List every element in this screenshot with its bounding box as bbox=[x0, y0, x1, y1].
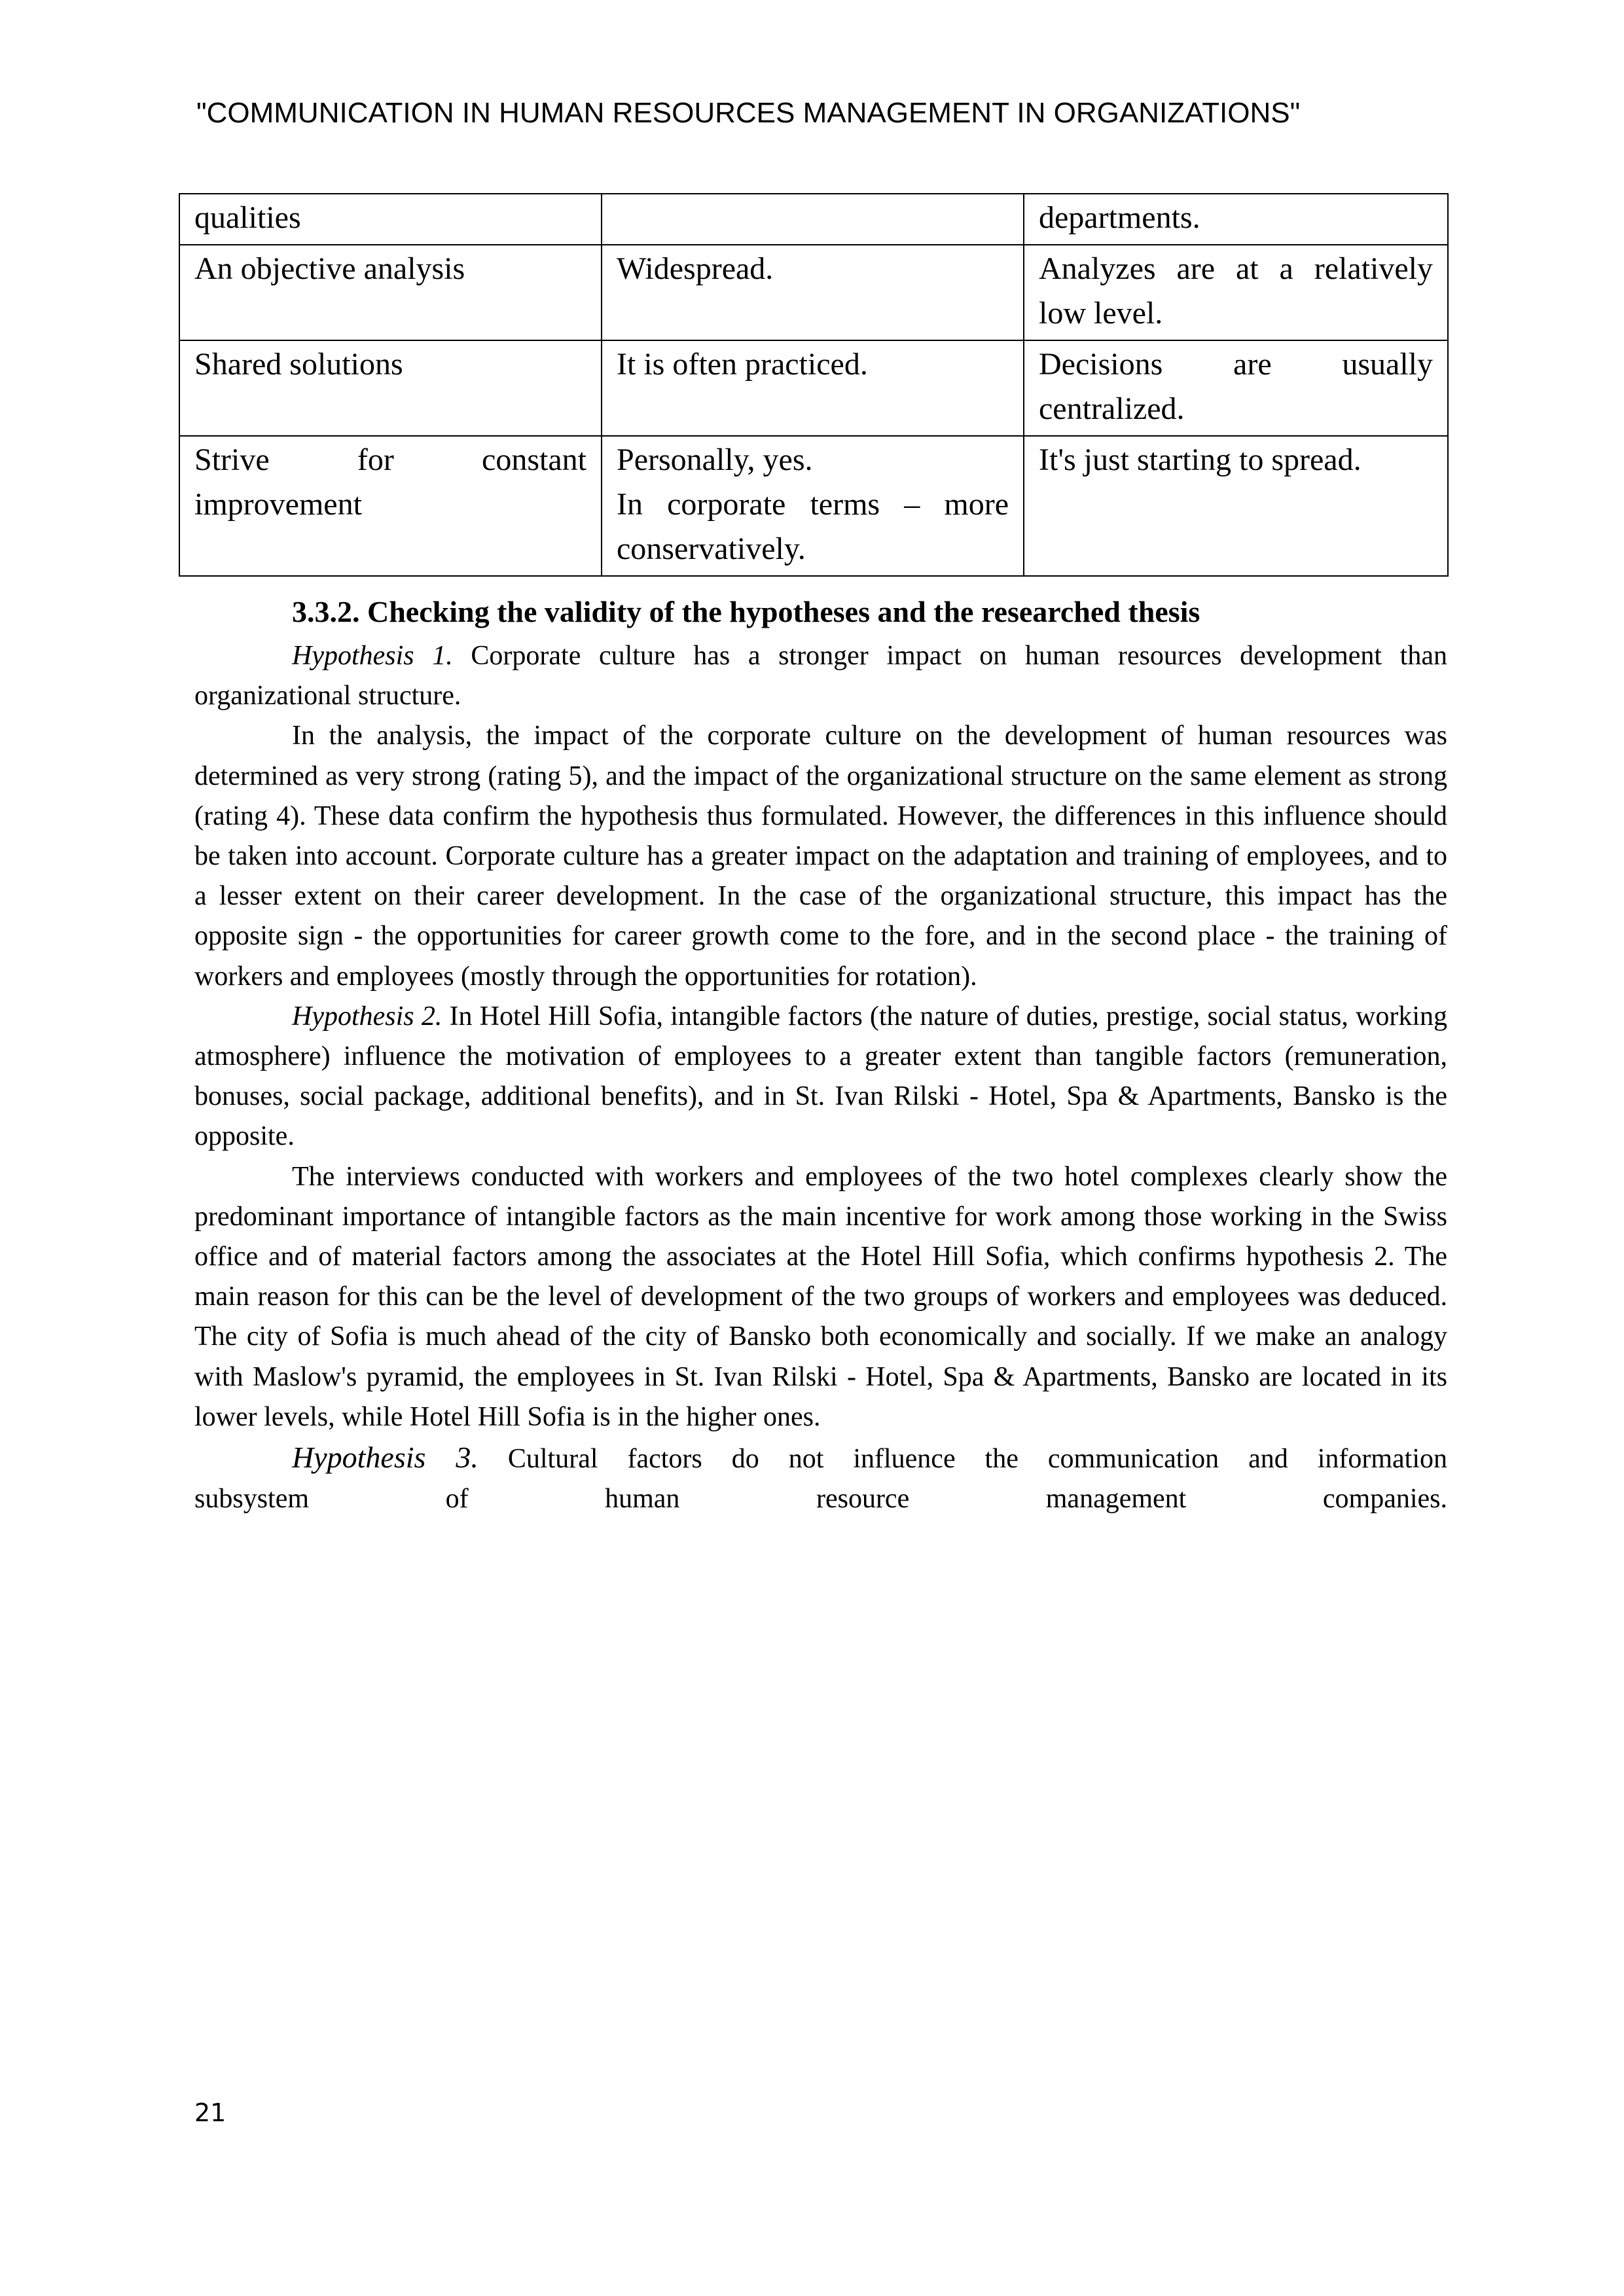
comparison-table bbox=[179, 193, 1449, 577]
table-cell bbox=[1024, 340, 1448, 436]
hypothesis-label: Hypothesis 3. bbox=[292, 1441, 478, 1475]
hypothesis-text: In Hotel Hill Sofia, intangible factors (the nature of duties, prestige, social status, working atmosphere) influence the motivation of employees to a greater extent than tangible factors (remuneration, bonuses, social package, additional benefits), and in St. Ivan Rilski - Hotel, Spa & Apartments, Bansko is the opposite. bbox=[194, 1001, 1447, 1152]
paragraph: The interviews conducted with workers and employees of the two hotel complexes clearly show the predominant importance of intangible factors as the main incentive for work among those working in the Swiss office and of material factors among the associates at the Hotel Hill Sofia, which confirms hypothesis 2. The main reason for this can be the level of development of the two groups of workers and employees was deduced. The city of Sofia is much ahead of the city of Bansko both economically and socially. If we make an analogy with Maslow's pyramid, the employees in St. Ivan Rilski - Hotel, Spa & Apartments, Bansko are located in its lower levels, while Hotel Hill Sofia is in the higher ones. bbox=[194, 1161, 1447, 1432]
table-row bbox=[179, 245, 1448, 340]
table-cell: Shared solutions bbox=[179, 340, 602, 436]
cell-line: conservatively. bbox=[617, 531, 806, 566]
hypothesis-label: Hypothesis 1. bbox=[292, 641, 453, 671]
table-cell: departments. bbox=[1024, 194, 1448, 245]
table-cell: It's just starting to spread. bbox=[1024, 436, 1448, 576]
table-cell: An objective analysis bbox=[179, 245, 602, 340]
body-text bbox=[194, 636, 1447, 1519]
page-number: 21 bbox=[194, 2098, 226, 2127]
table-row bbox=[179, 194, 1448, 245]
cell-line: Decisions are usually bbox=[1039, 347, 1433, 382]
paragraph-final-line: subsystem of human resource management companies. bbox=[194, 1484, 1447, 1515]
table-row bbox=[179, 340, 1448, 436]
cell-line: In corporate terms – more bbox=[617, 487, 1009, 522]
hypothesis-label: Hypothesis 2. bbox=[292, 1001, 442, 1031]
cell-line: improvement bbox=[194, 487, 362, 522]
paragraph-hypothesis-2 bbox=[194, 997, 1447, 1157]
cell-line: centralized. bbox=[1039, 391, 1185, 426]
hypothesis-text: Corporate culture has a stronger impact on human resources development than organizational structure. bbox=[194, 641, 1447, 711]
table-cell: Widespread. bbox=[602, 245, 1024, 340]
table-cell: qualities bbox=[179, 194, 602, 245]
table-row bbox=[179, 436, 1448, 576]
cell-line: Strive for constant bbox=[194, 442, 586, 477]
table-cell bbox=[602, 194, 1024, 245]
table-cell bbox=[1024, 245, 1448, 340]
paragraph-hypothesis-1 bbox=[194, 636, 1447, 716]
paragraph-hypothesis-3 bbox=[194, 1437, 1447, 1479]
cell-line: low level. bbox=[1039, 296, 1163, 331]
running-header: "COMMUNICATION IN HUMAN RESOURCES MANAGEMENT IN ORGANIZATIONS" bbox=[196, 97, 1301, 129]
paragraph: In the analysis, the impact of the corporate culture on the development of human resources was determined as very strong (rating 5), and the impact of the organizational structure on the same element as strong (rating 4). These data confirm the hypothesis thus formulated. However, the differences in this influence should be taken into account. Corporate culture has a greater impact on the adaptation and training of employees, and to a lesser extent on their career development. In the case of the organizational structure, this impact has the opposite sign - the opportunities for career growth come to the fore, and in the second place - the training of workers and employees (mostly through the opportunities for rotation). bbox=[194, 721, 1447, 992]
table-cell: It is often practiced. bbox=[602, 340, 1024, 436]
table-cell bbox=[179, 436, 602, 576]
hypothesis-text: Cultural factors do not influence the communication and information bbox=[478, 1444, 1447, 1475]
cell-line: Personally, yes. bbox=[617, 442, 813, 477]
section-heading: 3.3.2. Checking the validity of the hypotheses and the researched thesis bbox=[292, 595, 1200, 628]
cell-line: Analyzes are at a relatively bbox=[1039, 251, 1433, 286]
table-cell bbox=[602, 436, 1024, 576]
